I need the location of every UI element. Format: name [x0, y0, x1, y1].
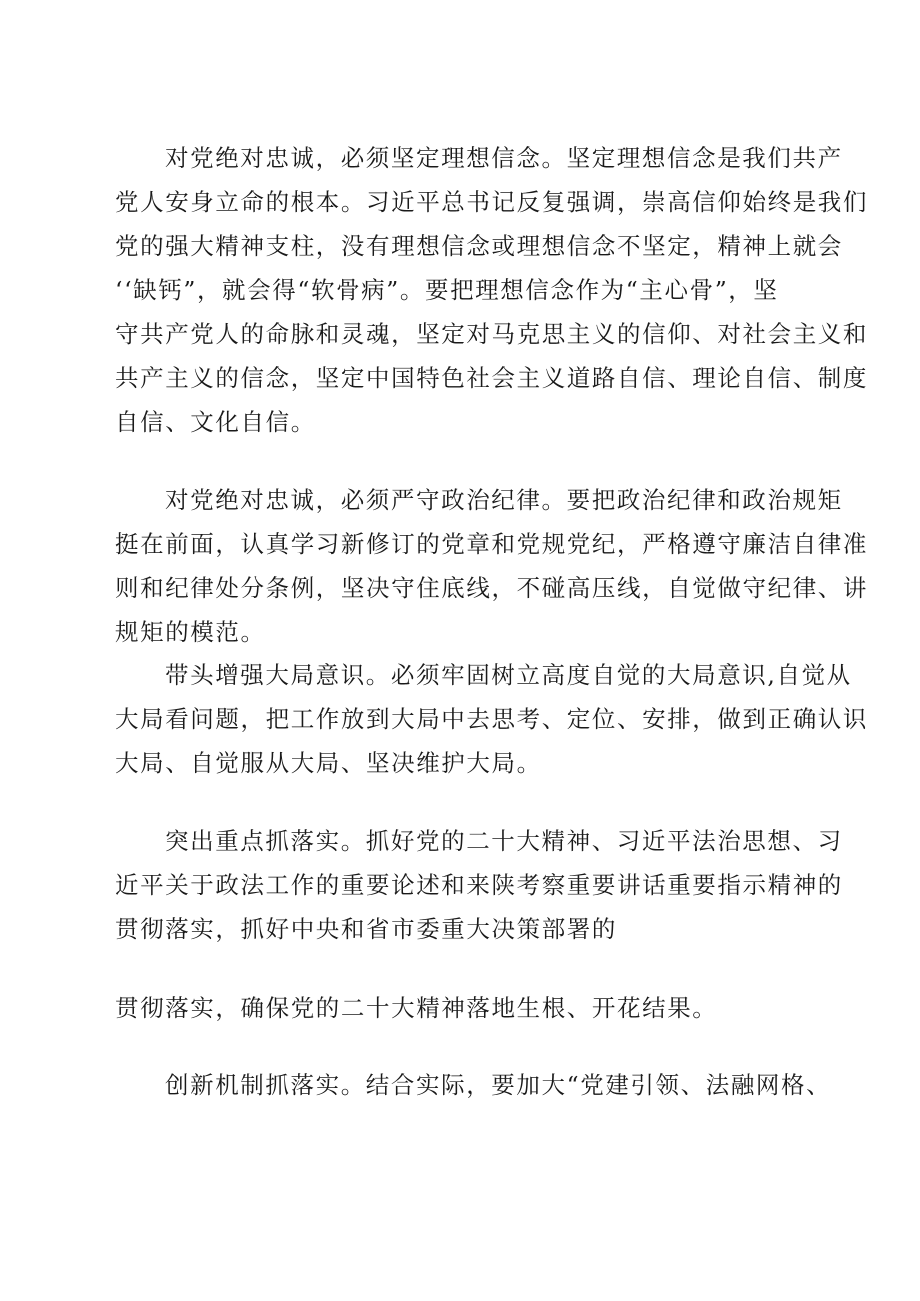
- paragraph-1-line-7: 自信、文化自信。: [115, 408, 316, 436]
- paragraph-1-line-4: ‘‘缺钙”，就会得“软骨病”。要把理想信念作为“主心骨”，坚: [115, 276, 779, 304]
- paragraph-1-line-5: 守共产党人的命脉和灵魂，坚定对马克思主义的信仰、对社会主义和: [115, 320, 868, 348]
- paragraph-4-line-2: 近平关于政法工作的重要论述和来陕考察重要讲话重要指示精神的: [115, 871, 843, 899]
- paragraph-3-line-2: 大局看问题，把工作放到大局中去思考、定位、安排，做到正确认识: [115, 705, 868, 733]
- paragraph-1-line-2: 党人安身立命的根本。习近平总书记反复强调，崇高信仰始终是我们: [115, 188, 868, 216]
- paragraph-2-line-3: 则和纪律处分条例，坚决守住底线，不碰高压线，自觉做守纪律、讲: [115, 574, 868, 602]
- paragraph-1-line-1: 对党绝对忠诚，必须坚定理想信念。坚定理想信念是我们共产: [165, 144, 843, 172]
- paragraph-2-line-4: 规矩的模范。: [115, 618, 266, 646]
- paragraph-1-line-6: 共产主义的信念，坚定中国特色社会主义道路自信、理论自信、制度: [115, 364, 868, 392]
- paragraph-3-line-3: 大局、自觉服从大局、坚决维护大局。: [115, 749, 542, 777]
- paragraph-5-line-1: 贯彻落实，确保党的二十大精神落地生根、开花结果。: [115, 994, 718, 1022]
- paragraph-2-line-2: 挺在前面，认真学习新修订的党章和党规党纪，严格遵守廉洁自律准: [115, 530, 868, 558]
- paragraph-6-line-1: 创新机制抓落实。结合实际，要加大“党建引领、法融网格、: [165, 1071, 832, 1099]
- paragraph-4-line-1: 突出重点抓落实。抓好党的二十大精神、习近平法治思想、习: [165, 827, 843, 855]
- paragraph-3-line-1: 带头增强大局意识。必须牢固树立高度自觉的大局意识,自觉从: [165, 661, 852, 689]
- paragraph-4-line-3: 贯彻落实，抓好中央和省市委重大决策部署的: [115, 915, 617, 943]
- paragraph-2-line-1: 对党绝对忠诚，必须严守政治纪律。要把政治纪律和政治规矩: [165, 486, 843, 514]
- paragraph-1-line-3: 党的强大精神支柱，没有理想信念或理想信念不坚定，精神上就会: [115, 232, 843, 260]
